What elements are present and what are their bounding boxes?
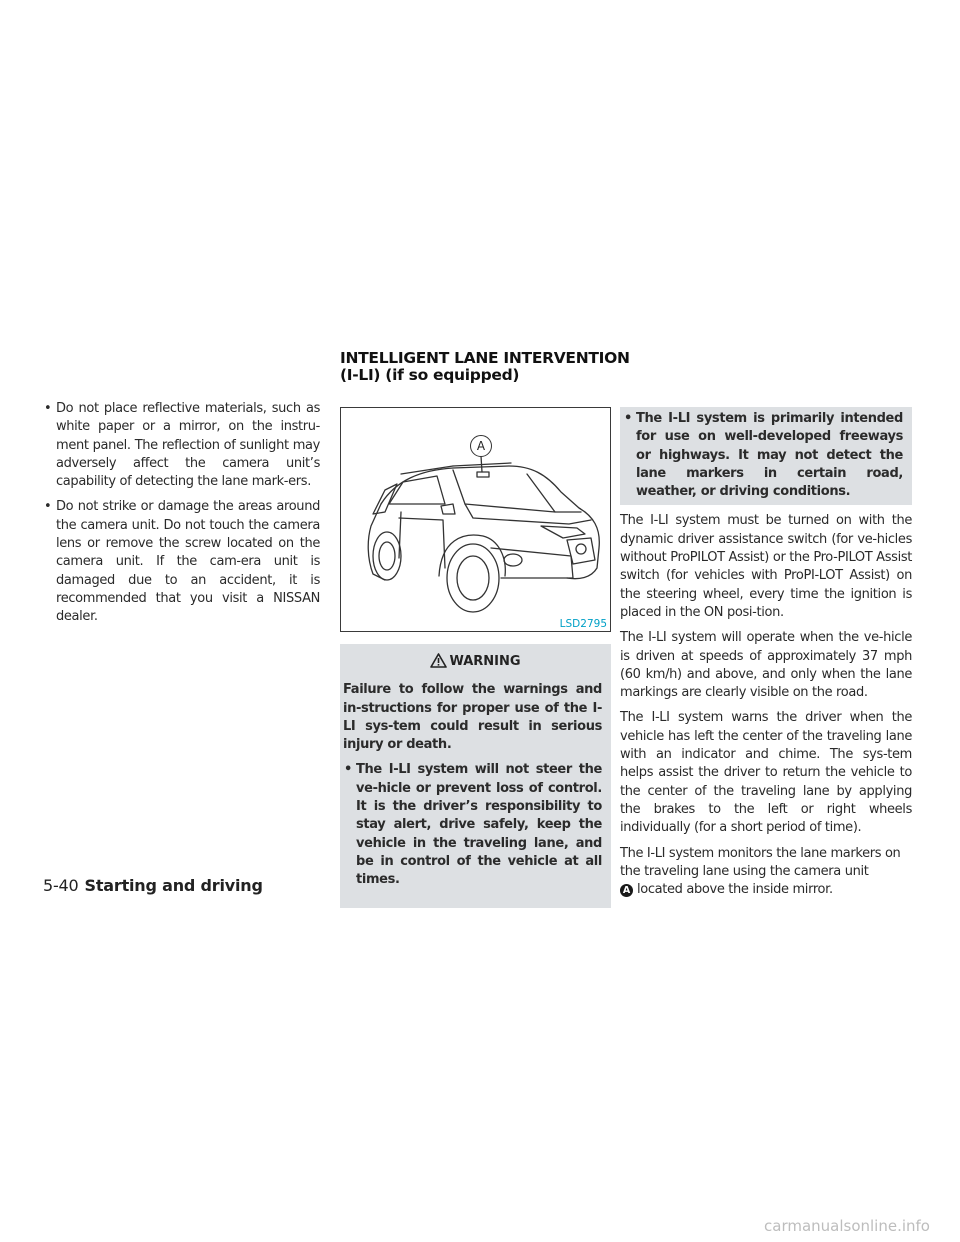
- chapter-title: Starting and driving: [84, 876, 263, 895]
- section-heading-line2: (I-LI) (if so equipped): [340, 366, 520, 384]
- bullet-text: Do not place reflective materials, such as white paper or a mirror, on the instru-ment panel. The reflection of sunlight may adversely affect the camera unit’s capability of detecting the lane mark-ers.: [56, 401, 320, 490]
- paragraph-text: The I-LI system monitors the lane markers on the traveling lane using the camera unit: [620, 845, 901, 879]
- bullet-dot: •: [44, 499, 52, 515]
- section-heading-line1: INTELLIGENT LANE INTERVENTION: [340, 349, 630, 367]
- paragraph-text: located above the inside mirror.: [637, 882, 833, 898]
- right-column: [620, 407, 912, 906]
- bullet-text: The I-LI system will not steer the ve-hicle or prevent loss of control. It is the driver’s responsibility to stay alert, drive safely, keep the vehicle in the traveling lane, and be in control of the vehicle at all times.: [356, 762, 602, 888]
- vehicle-camera-figure: [340, 407, 611, 632]
- bullet-dot: •: [624, 411, 632, 426]
- bullet-text: The I-LI system is primarily intended for use on well-developed freeways or highways. It may not detect the lane markers in certain road, weather, or driving conditions.: [636, 411, 903, 500]
- warning-box: [340, 644, 611, 908]
- section-heading: [340, 350, 660, 384]
- warning-title: [340, 653, 611, 671]
- caution-note: [620, 407, 912, 505]
- middle-column: [340, 407, 611, 908]
- paragraph: The I-LI system will operate when the ve-hicle is driven at speeds of approximately 37 mph (60 km/h) and above, and only when the lane markings are clearly visible on the road.: [620, 630, 912, 701]
- figure-callout-a: A: [470, 435, 492, 457]
- paragraph: The I-LI system warns the driver when the vehicle has left the center of the traveling lane with an indicator and chime. The sys-tem helps assist the driver to return the vehicle to the center of the traveling lane by applying the brakes to the left or right wheels individually (for a short period of time).: [620, 710, 912, 836]
- list-item: [43, 498, 320, 626]
- callout-a-icon: A: [620, 884, 633, 897]
- left-column: [43, 400, 320, 634]
- list-item: [623, 410, 903, 501]
- warning-title-text: WARNING: [449, 654, 521, 669]
- warning-intro: Failure to follow the warnings and in-structions for proper use of the I-LI sys-tem could result in serious injury or death.: [343, 682, 602, 753]
- bullet-dot: •: [44, 401, 52, 416]
- page-footer: [43, 876, 263, 896]
- warning-bullet: [343, 761, 602, 889]
- figure-code: LSD2795: [559, 618, 607, 630]
- bullet-text: Do not strike or damage the areas around the camera unit. Do not touch the camera lens or remove the screw located on the camera unit. If the cam-era unit is damaged due to an accident, it is recommended that you visit a NISSAN dealer.: [56, 499, 320, 625]
- page-number: 5-40: [43, 876, 79, 895]
- bullet-dot: •: [344, 762, 352, 778]
- list-item: [43, 400, 320, 491]
- paragraph: [620, 845, 912, 900]
- warning-triangle-icon: [430, 653, 447, 668]
- paragraph: The I-LI system must be turned on with the dynamic driver assistance switch (for ve-hicles without ProPILOT Assist) or the Pro-PILOT Assist switch (for vehicles with ProPI-LOT Assist) on the steering wheel, every time the ignition is placed in the ON posi-tion.: [620, 513, 912, 620]
- watermark: carmanualsonline.info: [764, 1217, 930, 1235]
